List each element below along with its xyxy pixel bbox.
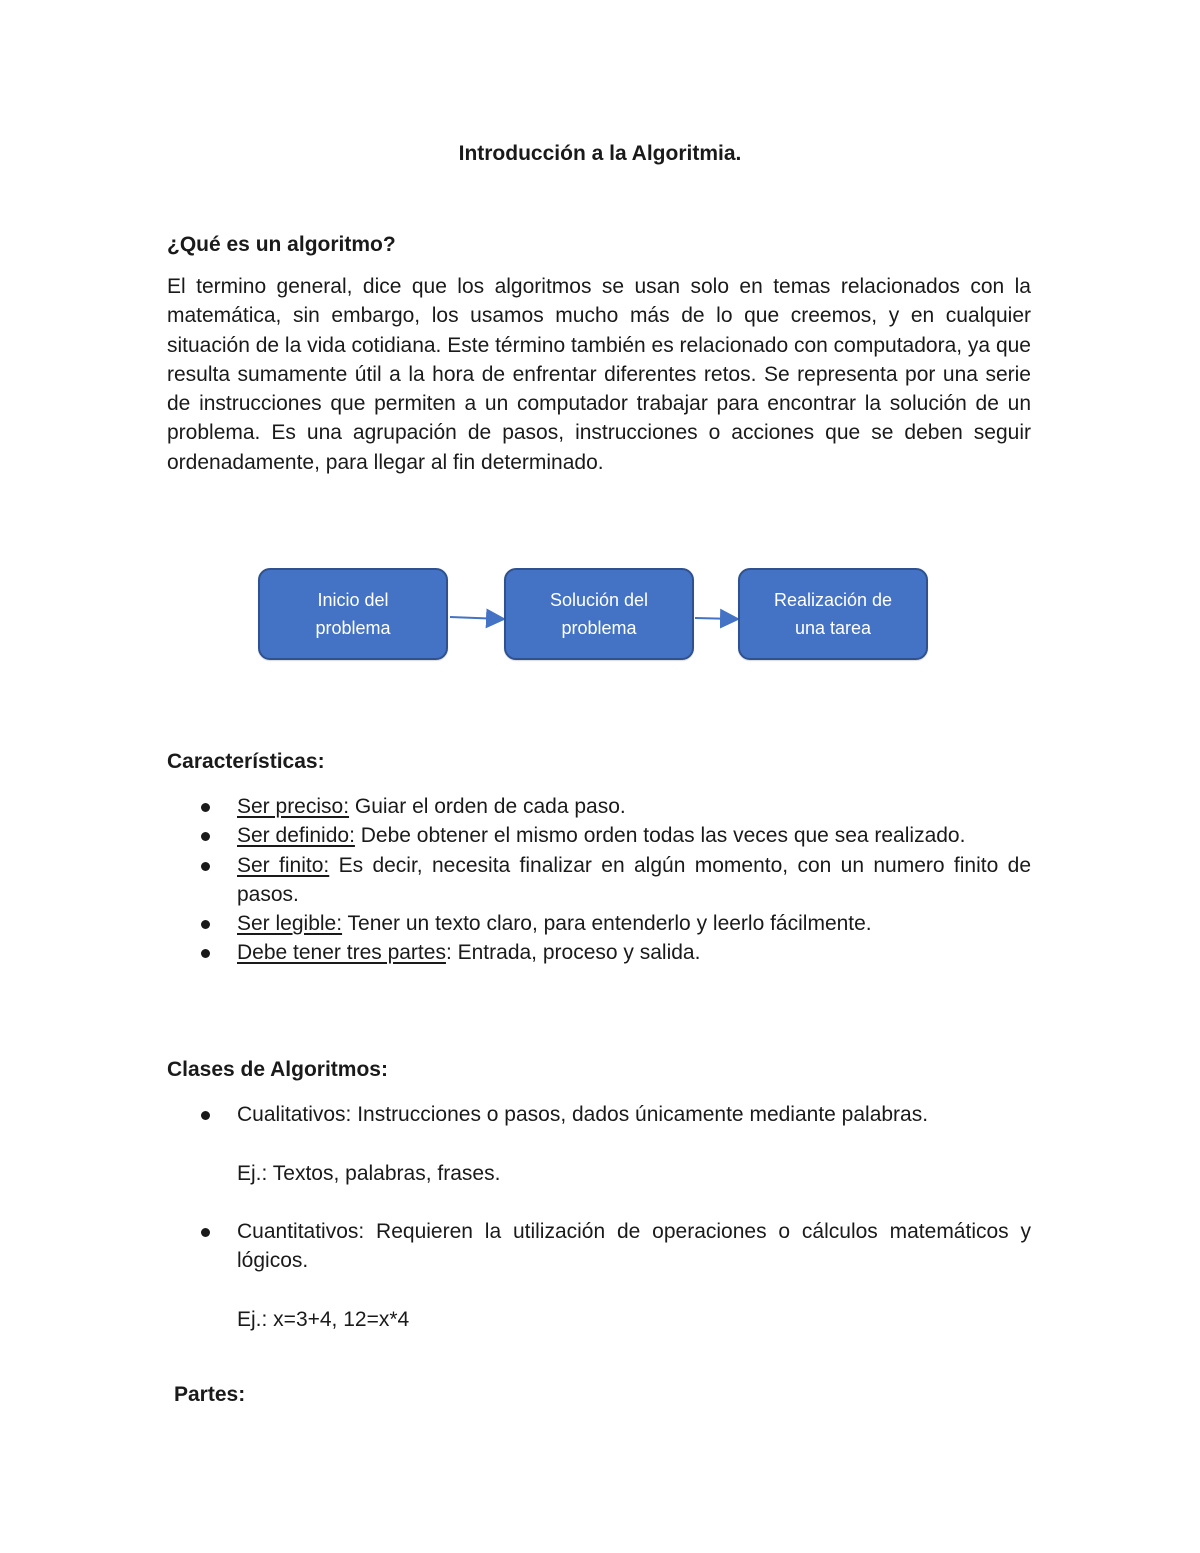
section-heading-parts: Partes: [174,1383,246,1406]
arrow-1-to-2 [450,617,502,619]
flow-diagram [256,566,936,666]
characteristics-list [167,792,1031,968]
bullet-icon [201,862,210,871]
characteristic-desc: Guiar el orden de cada paso. [349,795,626,818]
characteristic-desc: Es decir, necesita finalizar en algún momento, con un numero finito de pasos. [237,853,1031,906]
characteristic-term: Ser legible: [237,912,343,936]
bullet-icon [201,920,210,929]
intro-paragraph: El termino general, dice que los algoritmos se usan solo en temas relacionados con la matemática, sin embargo, los usamos mucho más de lo que creemos, y en cualquier situación de la vida cotidiana. Este término también es relacionado con computadora, ya que resulta sumamente útil a la hora de enfrentar diferentes retos. Se representa por una serie de instrucciones que permiten a un computador trabajar para encontrar la solución de un problema. Es una agrupación de pasos, instrucciones o acciones que se deben seguir ordenadamente, para llegar al fin determinado. [167,275,1031,474]
bullet-icon [201,832,210,841]
list-item [167,1100,1031,1129]
flow-box-start-line1: Inicio del [317,590,389,610]
list-item [167,792,1031,821]
flow-box-task-line1: Realización de [773,590,893,610]
characteristic-desc: Tener un texto claro, para entenderlo y leerlo fácilmente. [342,912,872,936]
characteristic-term: Ser preciso: [237,795,350,818]
class-example: Ej.: Textos, palabras, frases. [237,1162,501,1185]
flow-box-task-line2: una tarea [794,618,872,638]
document-title: Introducción a la Algoritmia. [458,142,742,165]
characteristic-term: Ser definido: [237,824,355,848]
flow-box-solution-line1: Solución del [549,590,649,610]
list-item [167,851,1031,910]
class-description: Cualitativos: Instrucciones o pasos, dados únicamente mediante palabras. [237,1103,929,1126]
class-example: Ej.: x=3+4, 12=x*4 [237,1308,410,1331]
section-heading-classes: Clases de Algoritmos: [167,1058,388,1081]
classes-list-2 [167,1217,1031,1276]
characteristic-desc: Debe obtener el mismo orden todas las veces que sea realizado. [354,824,966,848]
list-item [167,938,1031,967]
arrow-2-to-3 [695,618,736,619]
list-item [167,821,1031,850]
bullet-icon [201,1228,210,1237]
class-description: Cuantitativos: Requieren la utilización de operaciones o cálculos matemáticos y lógicos. [237,1220,1031,1273]
list-item [167,1217,1031,1276]
flow-box-solution [504,568,694,660]
section-heading-characteristics: Características: [167,750,325,773]
characteristic-term: Debe tener tres partes [237,941,446,965]
characteristic-desc: : Entrada, proceso y salida. [445,941,701,965]
flow-box-task [738,568,928,660]
flow-box-start [258,568,448,660]
section-heading-what-is: ¿Qué es un algoritmo? [167,233,396,256]
list-item [167,909,1031,938]
flow-box-start-line2: problema [315,618,391,638]
bullet-icon [201,803,210,812]
classes-list-1 [167,1100,1031,1129]
characteristic-term: Ser finito: [237,853,330,877]
bullet-icon [201,949,210,958]
bullet-icon [201,1111,210,1120]
flow-box-solution-line2: problema [561,618,637,638]
